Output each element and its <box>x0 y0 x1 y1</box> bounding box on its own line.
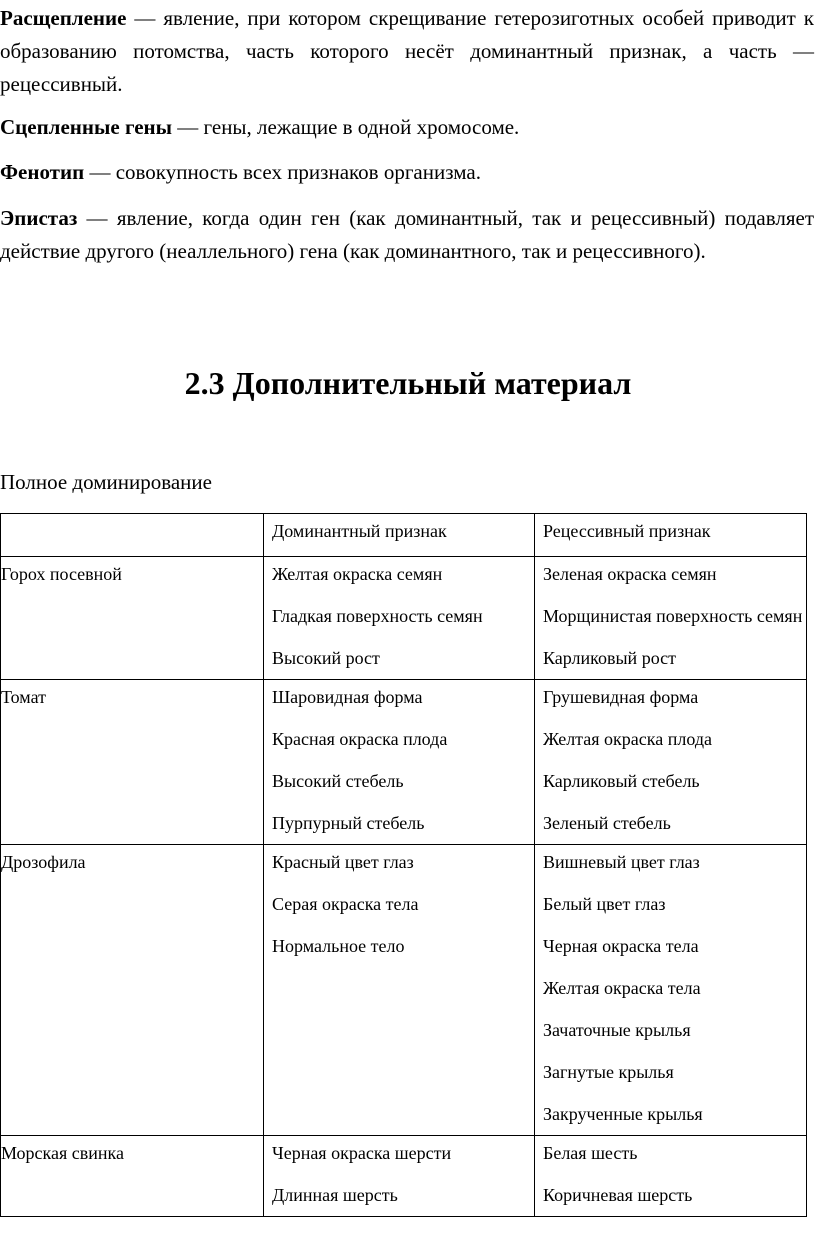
recessive-traits-cell <box>535 845 807 1136</box>
organism-name: Горох посевной <box>1 564 122 584</box>
trait-item: Высокий стебель <box>272 771 404 791</box>
definition-dash: — <box>172 115 204 139</box>
table-row <box>1 1136 807 1217</box>
trait-item: Желтая окраска плода <box>543 729 712 749</box>
dominance-table <box>0 513 807 1217</box>
definition-term: Фенотип <box>0 160 85 184</box>
definition-linked-genes <box>0 111 814 144</box>
organism-cell <box>1 680 264 845</box>
trait-item: Белая шесть <box>543 1143 638 1163</box>
trait-item: Загнутые крылья <box>543 1062 674 1082</box>
dominant-traits-cell <box>264 557 535 680</box>
organism-name: Дрозофила <box>1 852 86 872</box>
section-title: 2.3 Дополнительный материал <box>184 365 632 401</box>
trait-item: Морщинистая поверхность семян <box>543 606 803 626</box>
trait-item: Коричневая шерсть <box>543 1185 693 1205</box>
trait-item: Вишневый цвет глаз <box>543 852 700 872</box>
trait-item: Желтая окраска семян <box>272 564 443 584</box>
table-row <box>1 680 807 845</box>
definition-text: совокупность всех признаков организма. <box>115 160 481 184</box>
table-row <box>1 557 807 680</box>
table-row <box>1 845 807 1136</box>
table-caption: Полное доминирование <box>0 470 212 494</box>
organism-cell <box>1 1136 264 1217</box>
trait-item: Черная окраска шерсти <box>272 1143 452 1163</box>
trait-item: Зачаточные крылья <box>543 1020 691 1040</box>
definition-dash: — <box>84 160 116 184</box>
definition-splitting <box>0 2 814 101</box>
definition-term: Расщепление <box>0 6 127 30</box>
trait-item: Белый цвет глаз <box>543 894 666 914</box>
trait-item: Шаровидная форма <box>272 687 423 707</box>
trait-item: Серая окраска тела <box>272 894 419 914</box>
dominant-traits-cell <box>264 680 535 845</box>
dominant-traits-cell <box>264 1136 535 1217</box>
organism-cell <box>1 845 264 1136</box>
trait-item: Зеленый стебель <box>543 813 671 833</box>
table-header-row <box>1 514 807 557</box>
trait-item: Красный цвет глаз <box>272 852 414 872</box>
header-label: Доминантный признак <box>272 521 447 541</box>
trait-item: Желтая окраска тела <box>543 978 701 998</box>
trait-item: Высокий рост <box>272 648 380 668</box>
trait-item: Черная окраска тела <box>543 936 699 956</box>
definition-dash: — <box>126 6 164 30</box>
header-cell-dominant <box>264 514 535 557</box>
definition-term: Сцепленные гены <box>0 115 173 139</box>
header-cell-recessive <box>535 514 807 557</box>
header-label: Рецессивный признак <box>543 521 711 541</box>
definition-dash: — <box>77 206 117 230</box>
definition-term: Эпистаз <box>0 206 78 230</box>
trait-item: Красная окраска плода <box>272 729 448 749</box>
trait-item: Нормальное тело <box>272 936 405 956</box>
trait-item: Гладкая поверхность семян <box>272 606 483 626</box>
header-cell-empty <box>1 514 264 557</box>
definition-text: явление, при котором скрещивание гетерозиготных особей приводит к образованию потомства, часть которого несёт доминантный признак, а часть — рецессивный. <box>0 6 814 96</box>
recessive-traits-cell <box>535 1136 807 1217</box>
trait-item: Карликовый рост <box>543 648 676 668</box>
definition-epistasis <box>0 202 814 268</box>
organism-name: Морская свинка <box>1 1143 125 1163</box>
trait-item: Зеленая окраска семян <box>543 564 717 584</box>
organism-name: Томат <box>1 687 46 707</box>
recessive-traits-cell <box>535 557 807 680</box>
trait-item: Закрученные крылья <box>543 1104 703 1124</box>
dominant-traits-cell <box>264 845 535 1136</box>
trait-item: Карликовый стебель <box>543 771 700 791</box>
definition-text: гены, лежащие в одной хромосоме. <box>203 115 520 139</box>
organism-cell <box>1 557 264 680</box>
definition-text: явление, когда один ген (как доминантный, так и рецессивный) подавляет действие другого (неаллельного) гена (как доминантного, так и рецессивного). <box>0 206 814 263</box>
definition-phenotype <box>0 156 814 189</box>
trait-item: Пурпурный стебель <box>272 813 425 833</box>
trait-item: Длинная шерсть <box>272 1185 398 1205</box>
trait-item: Грушевидная форма <box>543 687 699 707</box>
recessive-traits-cell <box>535 680 807 845</box>
